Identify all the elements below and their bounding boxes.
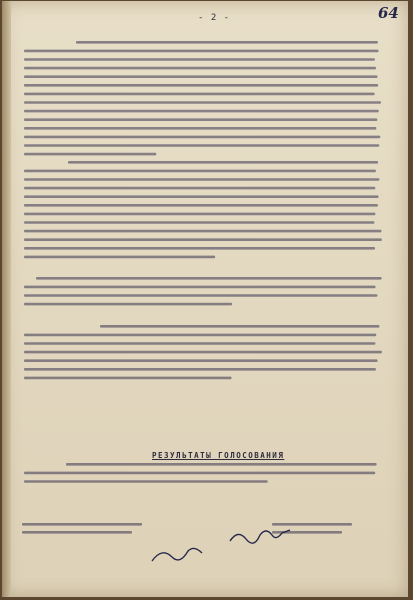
signatures [2,1,408,597]
chair-signature [230,530,290,543]
document-page [2,1,408,597]
archive-folio-number: 64 [378,4,399,22]
page-number: - 2 - [198,13,231,23]
voting-results-heading: РЕЗУЛЬТАТЫ ГОЛОСОВАНИЯ [152,451,285,460]
secretary-signature [152,548,202,561]
